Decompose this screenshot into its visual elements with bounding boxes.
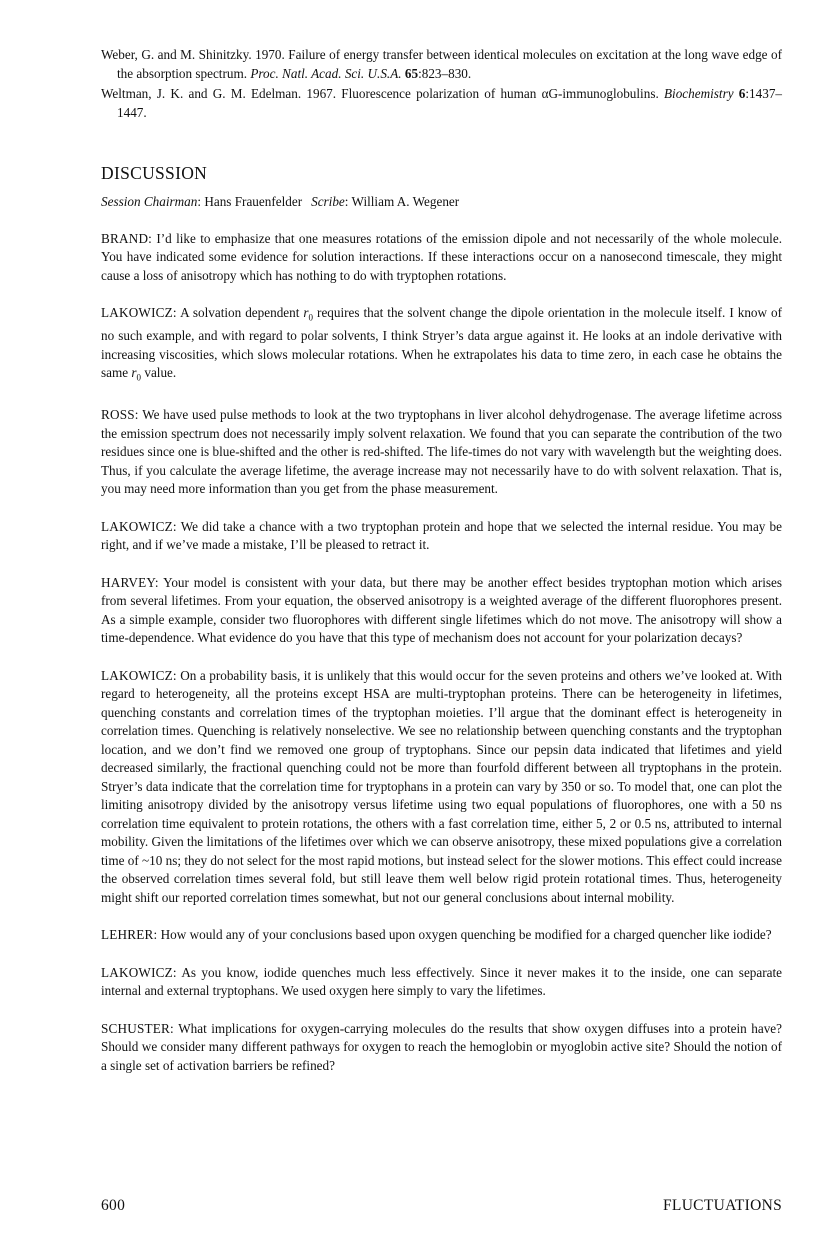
paragraph-text: What implications for oxygen-carrying molecules do the results that show oxygen diffuses into a protein have? Should we consider many different pathways for oxygen to reach the hemoglobin or myoglobin active site? Should the notion of a single set of activation barriers be refined? <box>101 1020 782 1073</box>
discussion-paragraph <box>101 1020 782 1076</box>
page-footer <box>101 1197 782 1215</box>
speaker-name: BRAND: <box>101 230 153 246</box>
session-chairman-label: Session Chairman <box>101 194 198 209</box>
paragraph-text: Your model is consistent with your data, but there may be another effect besides tryptophan motion which arises from several lifetimes. From your equation, the observed anisotropy is a weighted average of the different fluorophores present. As a simple example, consider two fluorophores with different single lifetimes which do not move. The anisotropy will show a time-dependence. What evidence do you have that this type of mechanism does not account for your polarization decays? <box>101 574 782 646</box>
speaker-name: LAKOWICZ: <box>101 964 177 980</box>
discussion-paragraph <box>101 964 782 1001</box>
speaker-name: LAKOWICZ: <box>101 518 177 534</box>
reference-authors: Weltman, J. K. and G. M. Edelman. 1967. <box>101 86 337 101</box>
paragraph-text: We have used pulse methods to look at the two tryptophans in liver alcohol dehydrogenase. The average lifetime across the emission spectrum does not necessarily imply solvent relaxation. We found that you can separate the contribution of the two residues since one is blue-shifted and the other is red-shifted. The life-times do not vary with wavelength but the weighting does. Thus, if you calculate the average lifetime, the average increase may not necessarily have to do with solvent relaxation. That is, you may need more information than you get from the phase measurement. <box>101 407 782 497</box>
r0-symbol: $r_0$ <box>303 305 314 323</box>
reference-entry <box>101 46 782 83</box>
discussion-paragraph <box>101 667 782 908</box>
paragraph-text: How would any of your conclusions based upon oxygen quenching be modified for a charged quencher like iodide? <box>160 927 772 943</box>
reference-title: Failure of energy transfer between identical molecules on excitation at the long wave edge of the absorption spectrum. <box>117 47 782 81</box>
speaker-name: LEHRER: <box>101 927 158 943</box>
discussion-paragraph <box>101 926 782 945</box>
speaker-name: LAKOWICZ: <box>101 305 177 320</box>
paragraph-text: value. <box>144 365 177 381</box>
speaker-name: HARVEY: <box>101 574 159 590</box>
paragraph-text: requires that the solvent change the dipole orientation in the molecule itself. I know of no such example, and with regard to polar solvents, I think Stryer’s data argue against it. He looks at an indole derivative with increasing viscosities, which slows molecular rotations. When he extrapolates his data to time zero, in each case he obtains the same <box>101 305 783 381</box>
paragraph-text: We did take a chance with a two tryptophan protein and hope that we selected the internal residue. You may be right, and if we’ve made a mistake, I’ll be pleased to retract it. <box>101 518 782 553</box>
reference-entry <box>101 85 782 122</box>
page-number: 600 <box>101 1197 126 1214</box>
discussion-paragraph <box>101 574 782 648</box>
reference-pages: :1437–1447. <box>117 86 783 120</box>
discussion-paragraph <box>101 304 782 387</box>
paragraph-text: I’d like to emphasize that one measures rotations of the emission dipole and not necessarily of the whole molecule. You have indicated some evidence for solution interactions. If these interactions occur on a nanosecond timescale, they might cause a loss of anisotropy which has nothing to do with tryptophen rotations. <box>101 230 782 283</box>
session-info <box>101 193 782 212</box>
discussion-paragraph <box>101 406 782 499</box>
speaker-name: SCHUSTER: <box>101 1020 174 1036</box>
paragraph-text: On a probability basis, it is unlikely that this would occur for the seven proteins and others we’ve looked at. With regard to heterogeneity, all the proteins except HSA are multi-tryptophan proteins. There can be heterogeneity in lifetimes, quenching constants and correlation times of the tryptophan moieties. I’ll argue that the dominant effect is heterogeneity in correlation times. Quenching is relatively nonselective. We see no relationship between quenching constants and the tryptophan location, and we don’t find we removed one group of tryptophans. Since our pepsin data indicated that lifetimes and yield decreased similarly, the fractional quenching could not be more than fourfold different between all tryptophans in the protein. Stryer’s data indicate that the correlation time for tryptophans in a protein can vary by 350 or so. To model that, one can plot the limiting anisotropy divided by the anisotropy versus lifetime using two equal populations of fluorophores, one with a 50 ns correlation time equivalent to protein rotations, the others with a fast correlation time, either 5, 2 or 0.5 ns, attributed to internal mobility. Given the limitations of the lifetimes over which we can observe anisotropy, these mixed populations give a correlation time of ~10 ns; they do not select for the most rapid motions, but instead select for the slower motions. This effect could increase the observed correlation times several fold, but still leave them well below rigid protein rotational times. Thus, heterogeneity might shift our reported correlation times somewhat, but not our general conclusions about internal mobility. <box>101 667 782 905</box>
running-title: FLUCTUATIONS <box>663 1197 782 1214</box>
paragraph-text: A solvation dependent <box>180 305 300 320</box>
r0-symbol: $r_0$ <box>131 365 142 383</box>
reference-pages: :823–830. <box>418 65 472 81</box>
discussion-paragraph <box>101 230 782 286</box>
reference-journal: Proc. Natl. Acad. Sci. U.S.A. <box>250 65 402 81</box>
speaker-name: ROSS: <box>101 407 139 423</box>
scribe-label: Scribe <box>311 194 345 209</box>
scribe-name: : William A. Wegener <box>344 194 460 209</box>
reference-volume: 65 <box>404 65 419 81</box>
reference-authors: Weber, G. and M. Shinitzky. 1970. <box>101 47 285 62</box>
reference-journal: Biochemistry <box>663 86 734 101</box>
discussion-paragraph <box>101 518 782 555</box>
section-heading: DISCUSSION <box>101 163 208 183</box>
speaker-name: LAKOWICZ: <box>101 667 177 683</box>
paragraph-text: As you know, iodide quenches much less effectively. Since it never makes it to the inside, one can separate internal and external tryptophans. We used oxygen here simply to vary the lifetimes. <box>101 964 783 999</box>
reference-title: Fluorescence polarization of human αG-immunoglobulins. <box>341 86 659 101</box>
page-body <box>101 46 782 1075</box>
session-chairman-name: : Hans Frauenfelder <box>197 194 303 209</box>
reference-volume: 6 <box>738 86 746 101</box>
